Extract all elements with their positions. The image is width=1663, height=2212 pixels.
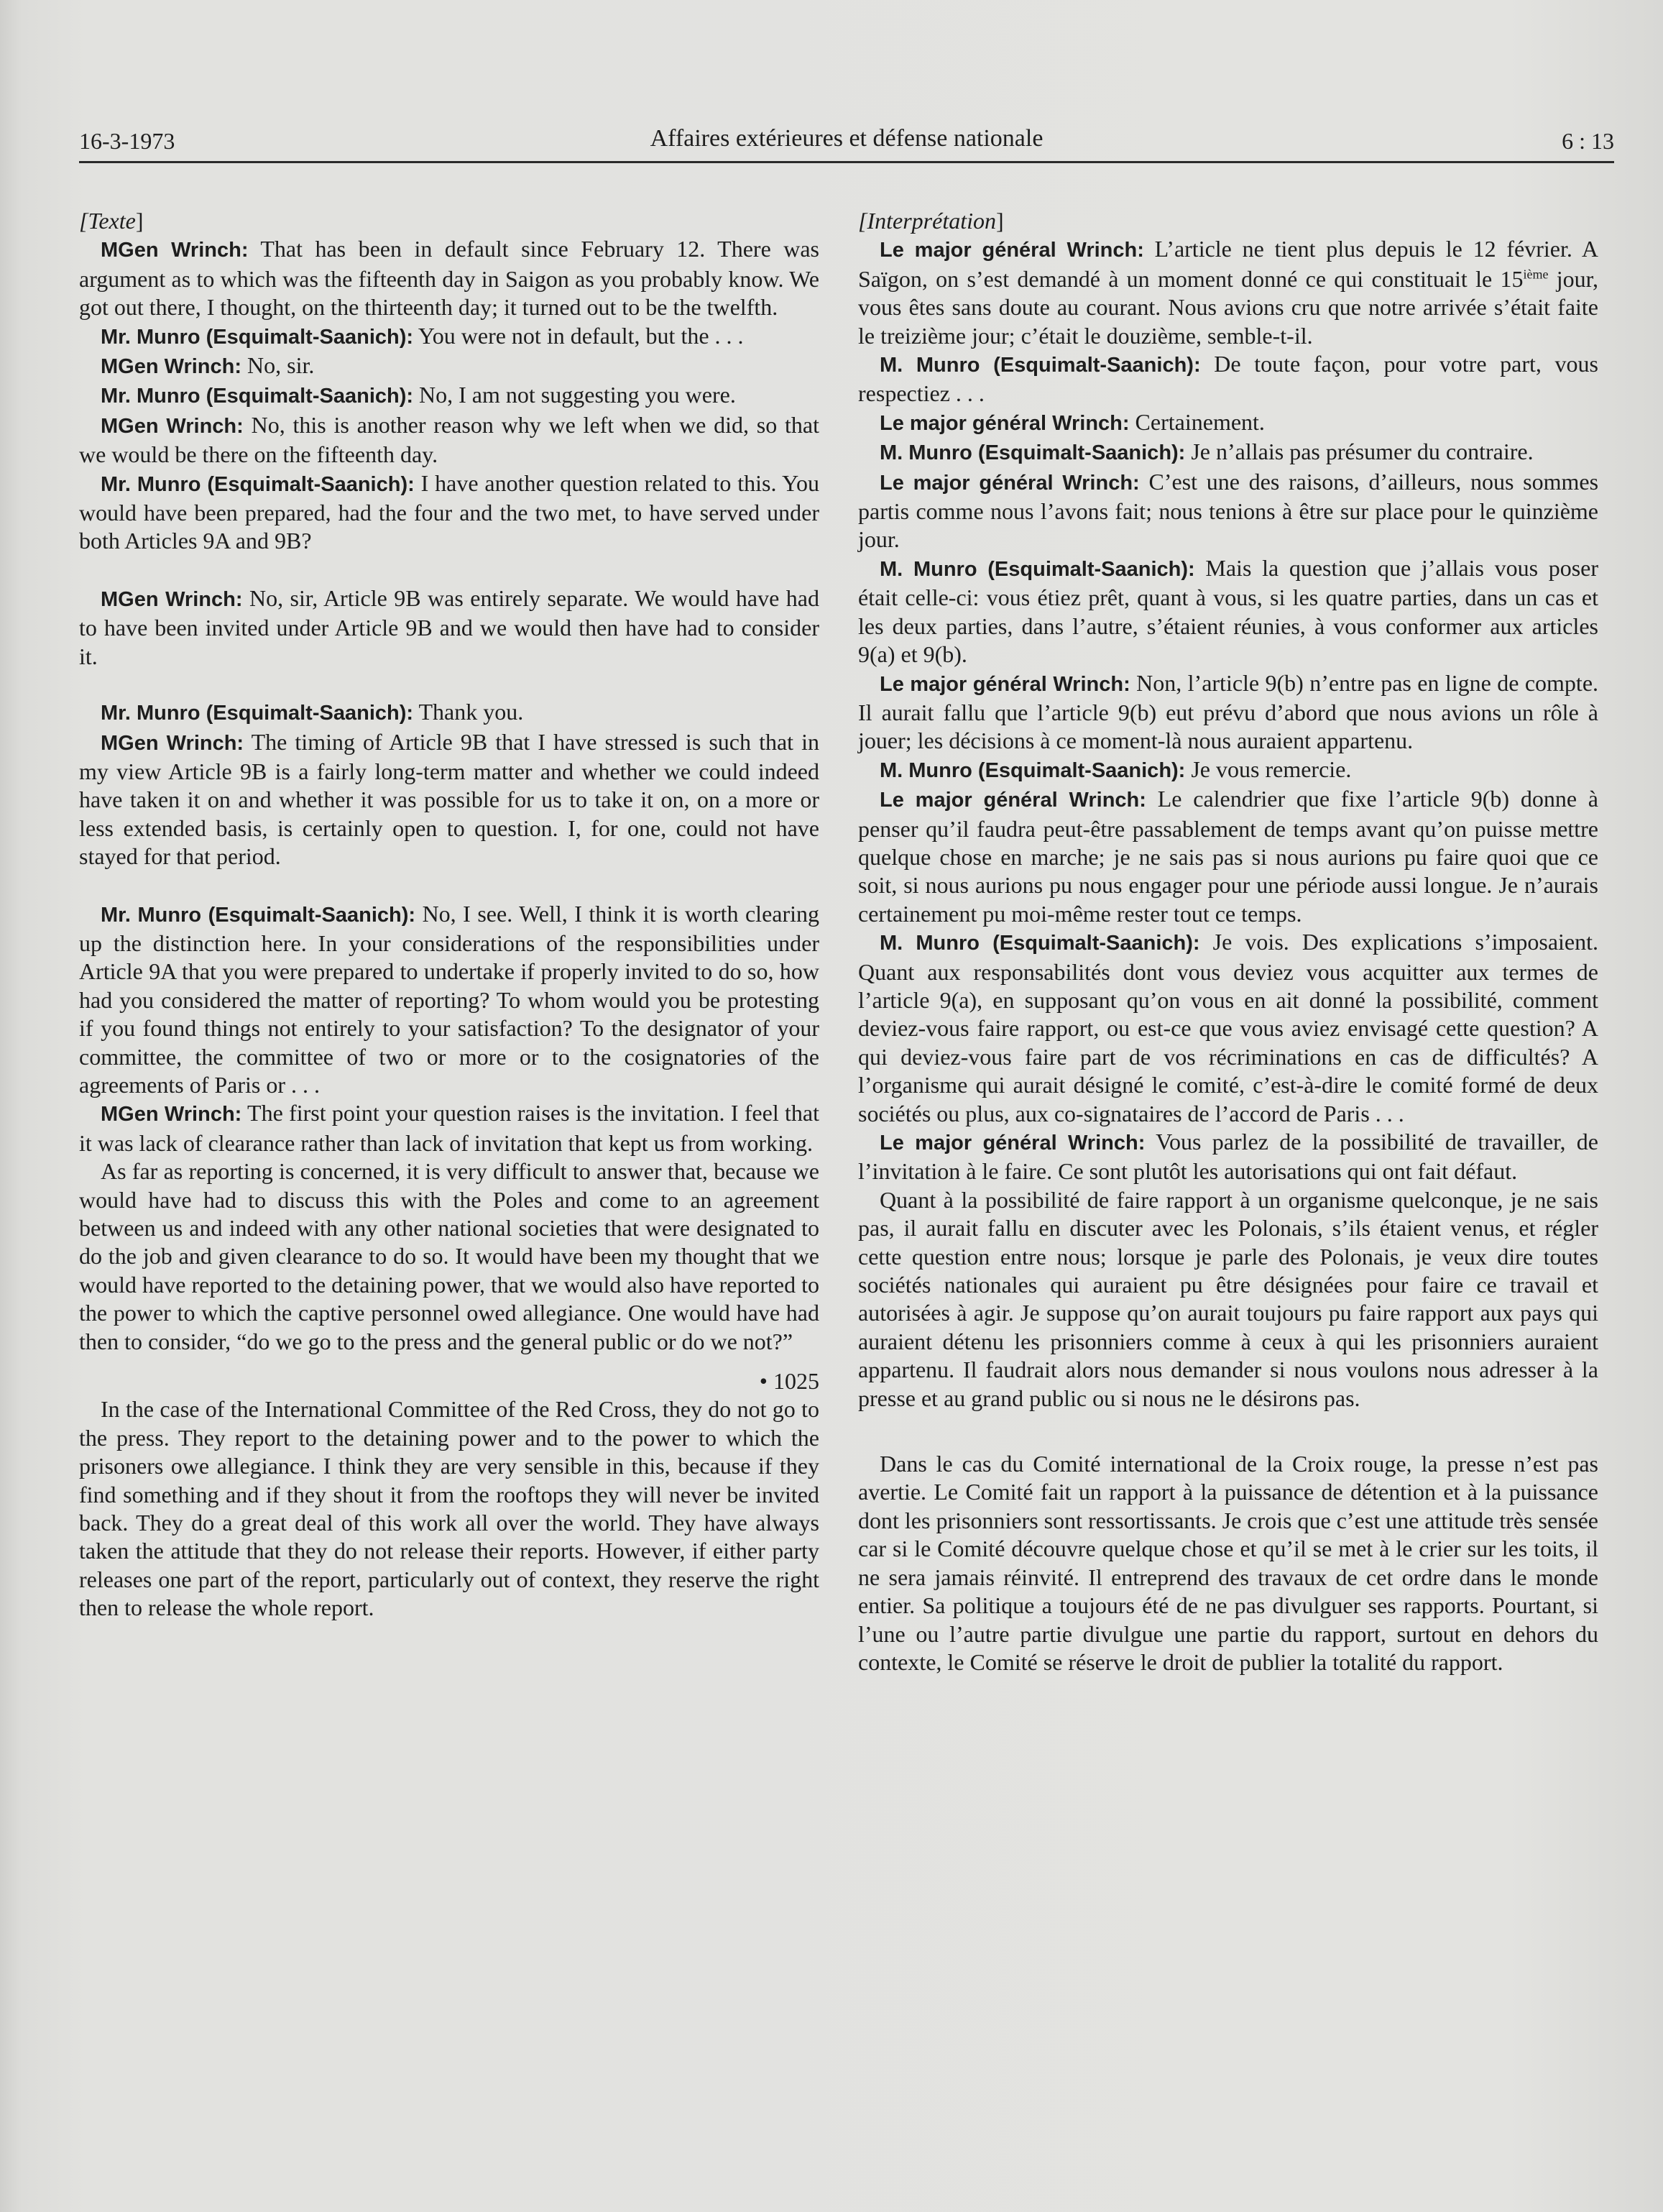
speaker-name: Mr. Munro (Esquimalt-Saanich): (101, 325, 414, 349)
speech-text: L’article ne tient plus depuis le 12 février. A Saïgon, on s’est demandé à un moment donné ce qui constituait le 15 (858, 236, 1599, 292)
speaker-name: Le major général Wrinch: (880, 239, 1144, 262)
speech-paragraph (858, 235, 1598, 350)
speech-paragraph (79, 728, 819, 871)
speaker-name: MGen Wrinch: (101, 239, 249, 262)
speech-paragraph (79, 900, 819, 1100)
header-page-number: 6 : 13 (1562, 128, 1614, 154)
speech-text: Thank you. (418, 699, 524, 725)
speech-paragraph (858, 438, 1598, 467)
speech-paragraph (79, 469, 819, 556)
speech-text: Mais la question que j’allais vous poser était celle-ci: vous étiez prêt, quant à vous, si les quatre parties, dans un cas et les deux parties, dans l’autre, s’étaient réunies, à vous conformer aux articles 9(a) et 9(b). (858, 554, 1599, 668)
speaker-name: M. Munro (Esquimalt-Saanich): (880, 557, 1195, 581)
header-title: Affaires extérieures et défense nationale (650, 125, 1044, 152)
speech-text: You were not in default, but the . . . (418, 322, 744, 349)
header-rule (79, 161, 1614, 163)
speech-text: Je vois. Des explications s’imposaient. Quant aux responsabilités dont vous deviez vous acquitter aux termes de l’article 9(a), en supposant qu’on vous en ait donné la possibilité, comment deviez-vous faire rapport, ou est-ce que vous aviez envisagé cette question? A qui deviez-vous faire part de vos récriminations en cas de difficultés? A l’organisme qui aurait désigné le comité, c’est-à-dire le comité formé de deux sociétés ou plus, aux co-signataires de l’accord de Paris . . . (858, 929, 1599, 1126)
speech-paragraph (858, 468, 1598, 554)
speech-paragraph (858, 554, 1598, 669)
speaker-name: Le major général Wrinch: (880, 471, 1140, 495)
speaker-name: Le major général Wrinch: (880, 411, 1130, 435)
speech-paragraph (858, 756, 1598, 785)
speech-paragraph (858, 1450, 1598, 1676)
speaker-name: MGen Wrinch: (101, 355, 242, 379)
section-label: [Interprétation] (858, 208, 1004, 234)
speech-text: C’est une des raisons, d’ailleurs, nous sommes partis comme nous l’avons fait; nous tenions à être sur place pour le quinzième jour. (858, 468, 1599, 553)
time-marker: • 1025 (759, 1368, 819, 1395)
speech-text: That has been in default since February 12. There was argument as to which was the fifteenth day in Saigon as you probably know. We got out there, I thought, on the thirteenth day; it turned out to be the twelfth. (79, 236, 820, 321)
speaker-name: Le major général Wrinch: (880, 1132, 1146, 1155)
speech-text: In the case of the International Committee of the Red Cross, they do not go to the press. They report to the detaining power and to the power to which the prisoners owe allegiance. I think they are very sensible in this, because if they find something and if they shout it from the rooftops they will never be invited back. They do a great deal of this work all over the world. They have always taken the attitude that they do not release their reports. However, if either party releases one part of the report, particularly out of context, they reserve the right then to release the whole report. (79, 1396, 819, 1621)
speech-text: As far as reporting is concerned, it is very difficult to answer that, because we would have had to discuss this with the Poles and come to an agreement between us and indeed with any other national societies that were designated to do the job and given clearance to do so. It would have been my thought that we would have reported to the detaining power, that we would also have reported to the power to which the captive personnel owed allegiance. One would have had then to consider, “do we go to the press and the general public or do we not?” (79, 1158, 819, 1354)
speaker-name: M. Munro (Esquimalt-Saanich): (880, 758, 1186, 782)
speaker-name: M. Munro (Esquimalt-Saanich): (880, 441, 1186, 465)
speaker-name: Mr. Munro (Esquimalt-Saanich): (101, 472, 415, 496)
speech-paragraph (858, 785, 1598, 928)
speech-paragraph (858, 350, 1598, 408)
speech-paragraph (858, 928, 1598, 1128)
speaker-name: M. Munro (Esquimalt-Saanich): (880, 354, 1201, 377)
speech-paragraph (858, 1128, 1598, 1186)
header-date: 16-3-1973 (79, 128, 175, 154)
french-column (858, 207, 1598, 1676)
speaker-name: Le major général Wrinch: (880, 789, 1146, 812)
superscript: ième (1523, 267, 1549, 282)
speech-text: Je n’allais pas présumer du contraire. (1191, 439, 1534, 465)
speech-text: No, sir, Article 9B was entirely separate. We would have had to have been invited under Article 9B and we would then have had to consider it. (79, 584, 819, 669)
speech-text: No, this is another reason why we left when we did, so that we would be there on the fifteenth day. (79, 411, 820, 468)
speech-text: Vous parlez de la possibilité de travailler, de l’invitation à le faire. Ce sont plutôt les autorisations qui ont fait défaut. (858, 1129, 1599, 1185)
speech-text: Quant à la possibilité de faire rapport à un organisme quelconque, je ne sais pas, il aurait fallu en discuter avec les Polonais, s’ils étaient venus, et régler cette question entre nous; lorsque je parle des Polonais, je veux dire toutes sociétés nationales qui auraient pu être désignées pour faire ce travail et autorisées à agir. Je suppose qu’on aurait toujours pu faire rapport aux pays qui auraient détenu les prisonniers comme à ceux à qui les prisonniers auraient appartenu. Il faudrait alors nous demander si nous voulons nous adresser à la presse et au grand public ou si nous ne le désirons pas. (858, 1186, 1598, 1411)
speech-text: No, I am not suggesting you were. (419, 382, 736, 408)
speech-paragraph (858, 669, 1598, 756)
section-label: [Texte] (79, 208, 144, 234)
speech-text: Dans le cas du Comité international de la Croix rouge, la presse n’est pas avertie. Le Comité fait un rapport à la puissance de détention et à la puissance dont les prisonniers sont ressortissants. Je crois que c’est une attitude très sensée car si le Comité découvre quelque chose et qu’il se met à le crier sur les toits, il ne sera jamais réinvité. Il entreprend des travaux de cet ordre dans le monde entier. Sa politique a toujours été de ne pas divulguer ses rapports. Pourtant, si l’une ou l’autre partie divulgue une partie du rapport, surtout en dehors du contexte, le Comité se réserve le droit de publier la totalité du rapport. (858, 1451, 1598, 1675)
speech-text: No, I see. Well, I think it is worth clearing up the distinction here. In your considerations of the responsibilities under Article 9A that you were prepared to undertake if properly invited to do so, how had you considered the matter of reporting? To whom would you be protesting if you found things not entirely to your satisfaction? To the designator of your committee, the committee of two or more or to the cosignatories of the agreements of Paris or . . . (79, 900, 820, 1098)
english-column (79, 207, 819, 1623)
speaker-name: MGen Wrinch: (101, 414, 244, 438)
speech-text: Non, l’article 9(b) n’entre pas en ligne de compte. Il aurait fallu que l’article 9(b) eut prévu d’abord que nous avions un rôle à jouer; les décisions à ce moment-là nous auraient appartenu. (858, 669, 1599, 754)
speech-paragraph (79, 584, 819, 671)
speech-paragraph (79, 322, 819, 352)
speech-paragraph (858, 1186, 1598, 1413)
speech-paragraph (79, 1157, 819, 1356)
speaker-name: Mr. Munro (Esquimalt-Saanich): (101, 903, 416, 927)
speaker-name: Mr. Munro (Esquimalt-Saanich): (101, 385, 414, 408)
speaker-name: Le major général Wrinch: (880, 672, 1130, 696)
speaker-name: M. Munro (Esquimalt-Saanich): (880, 932, 1200, 955)
speech-paragraph (79, 235, 819, 321)
speech-paragraph (79, 698, 819, 728)
speech-paragraph (79, 381, 819, 410)
speech-text: No, sir. (247, 352, 315, 379)
speech-text: Le calendrier que fixe l’article 9(b) donne à penser qu’il faudra peut-être passablement de temps avant qu’on puisse mettre quelque chose en marche; je ne sais pas si nous aurions pu faire quoi que ce soit, si nous aurions pu nous engager pour une période aussi longue. Je n’aurais certainement pu moi-même rester tout ce temps. (858, 786, 1599, 927)
running-header (79, 122, 1614, 158)
speech-paragraph (79, 1099, 819, 1157)
speech-paragraph (79, 1395, 819, 1622)
speaker-name: MGen Wrinch: (101, 1103, 242, 1126)
speaker-name: Mr. Munro (Esquimalt-Saanich): (101, 702, 414, 725)
speech-text: Certainement. (1135, 408, 1265, 435)
speech-text: The first point your question raises is the invitation. I feel that it was lack of clearance rather than lack of invitation that kept us from working. (79, 1100, 820, 1156)
speech-text: Je vous remercie. (1191, 756, 1352, 782)
speech-paragraph (79, 352, 819, 381)
speaker-name: MGen Wrinch: (101, 731, 244, 755)
speech-text: The timing of Article 9B that I have stressed is such that in my view Article 9B is a fairly long-term matter and whether we could indeed have taken it on and whether it was possible for us to take it on, on a more or less extended basis, is certainly open to question. I, for one, could not have stayed for that period. (79, 728, 820, 870)
speaker-name: MGen Wrinch: (101, 587, 243, 611)
speech-paragraph (858, 408, 1598, 438)
speech-text: jour, vous êtes sans doute au courant. Nous avions cru que notre arrivée s’était faite le treizième jour; c’était le douzième, semble-t-il. (858, 265, 1599, 349)
speech-text: De toute façon, pour votre part, vous respectiez . . . (858, 351, 1599, 407)
speech-paragraph (79, 411, 819, 469)
speech-text: I have another question related to this. You would have been prepared, had the four and the two met, to have served under both Articles 9A and 9B? (79, 469, 820, 554)
